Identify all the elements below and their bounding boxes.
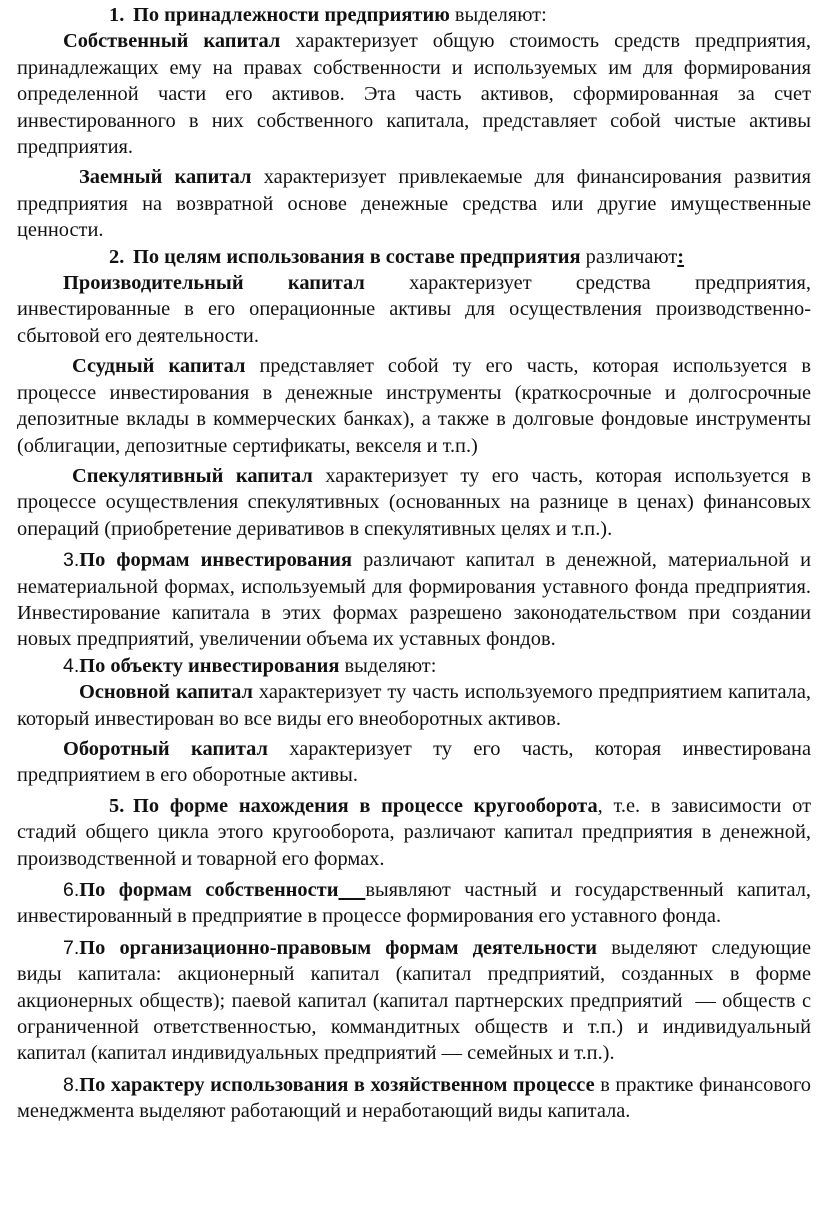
section-8-paragraph <box>17 1072 811 1125</box>
section-3-paragraph <box>17 547 811 653</box>
term-own-capital: Собственный капитал <box>63 30 281 53</box>
section-8-text: в практике финансового менеджмента выделяют работающий и неработающий виды капитала. <box>17 1073 811 1123</box>
section-1-heading <box>17 2 811 28</box>
section-2-paragraph-2-text: представляет собой ту его часть, которая используется в процессе инвестирования в денежные инструменты (краткосрочные и долгосрочные депозитные вклады в коммерческих банках), а также в долговые фондовые инструменты (облигации, депозитные сертификаты, векселя и т.п.) <box>17 355 811 457</box>
section-2-paragraph-3 <box>17 463 811 542</box>
term-speculative-capital: Спекулятивный капитал <box>72 464 313 487</box>
section-7-text: выделяют следующие виды капитала: акционерный капитал (капитал предприятий, созданных в форме акционерных обществ); паевой капитал (капитал партнерских предприятий — обществ с ограниченной ответственностью, коммандитных обществ и т.п.) и индивидуальный капитал (капитал индивидуальных предприятий — семейных и т.п.). <box>17 936 817 1065</box>
section-2-paragraph-3-text: характеризует ту его часть, которая используется в процессе осуществления спекулятивных (основанных на разнице в ценах) финансовых операций (приобретение деривативов в спекулятивных целях и т.п.). <box>17 464 811 540</box>
section-3-title: По формам инвестирования <box>79 549 353 572</box>
section-1-paragraph-1-text: характеризует общую стоимость средств предприятия, принадлежащих ему на правах собственности и используемых им для формирования определенной части его активов. Эта часть активов, сформированная за счет инвестированного в них собственного капитала, представляет собой чистые активы предприятия. <box>17 30 811 159</box>
section-6-number: 6. <box>63 879 80 901</box>
section-5-title: По форме нахождения в процессе кругооборота <box>133 794 598 817</box>
section-7-paragraph <box>17 935 817 1067</box>
section-4-number: 4. <box>63 654 80 677</box>
section-2-tail: различают <box>580 245 678 268</box>
section-4-heading <box>17 653 811 679</box>
section-6-underline <box>338 879 365 901</box>
section-8-number: 8. <box>63 1073 80 1096</box>
section-6-text: выявляют частный и государственный капитал, инвестированный в предприятие в процессе формирования его уставного фонда. <box>17 879 811 928</box>
section-6-title: По формам собственности <box>79 879 339 901</box>
section-1-number: 1. <box>109 4 125 26</box>
section-1-paragraph-1 <box>17 28 811 160</box>
section-2-paragraph-1 <box>17 270 811 349</box>
section-2-heading <box>17 244 811 270</box>
section-1-tail: выделяют: <box>449 4 547 26</box>
term-fixed-capital: Основной капитал <box>79 681 253 704</box>
section-4-title: По объекту инвестирования <box>79 654 340 677</box>
section-7-title: По организационно-правовым формам деятельности <box>79 936 598 959</box>
section-1-paragraph-2-text: характеризует привлекаемые для финансирования развития предприятия на возвратной основе денежные средства или другие имущественные ценности. <box>17 166 812 242</box>
section-2-colon: : <box>677 245 685 268</box>
section-7-number: 7. <box>63 936 80 959</box>
term-loan-capital: Ссудный капитал <box>72 355 246 378</box>
section-2-title: По целям использования в составе предприятия <box>133 245 581 268</box>
section-5-paragraph <box>17 793 811 872</box>
section-4-paragraph-1 <box>17 679 811 732</box>
section-3-number: 3. <box>63 549 80 572</box>
section-4-paragraph-1-text: характеризует ту часть используемого предприятием капитала, который инвестирован во все виды его внеоборотных активов. <box>17 681 811 730</box>
term-working-capital: Оборотный капитал <box>63 737 268 760</box>
section-2-paragraph-1-text: характеризует средства предприятия, инвестированные в его операционные активы для осуществления производственно-сбытовой его деятельности. <box>17 272 811 347</box>
term-productive-capital: Производительный капитал <box>63 272 365 295</box>
section-3-text: различают капитал в денежной, материальной и нематериальной формах, используемый для формирования уставного фонда предприятия. Инвестирование капитала в этих формах разрешено законодательством при создании новых предприятий, увеличении объема их уставных фондов. <box>17 549 812 651</box>
section-4-paragraph-2-text: характеризует ту его часть, которая инвестирована предприятием в его оборотные активы. <box>17 737 811 787</box>
section-4-tail: выделяют: <box>339 654 437 677</box>
section-1-title: По принадлежности предприятию <box>133 4 450 26</box>
section-1-paragraph-2 <box>17 164 811 243</box>
section-6-paragraph <box>17 877 811 930</box>
section-5-number: 5. <box>109 794 125 817</box>
section-8-title: По характеру использования в хозяйственном процессе <box>79 1073 595 1096</box>
term-borrowed-capital: Заемный капитал <box>79 166 252 189</box>
section-2-paragraph-2 <box>17 353 811 459</box>
section-2-number: 2. <box>109 245 125 268</box>
section-5-text: , т.е. в зависимости от стадий общего цикла этого кругооборота, различают капитал предприятия в денежной, производственной и товарной его формах. <box>17 794 812 870</box>
section-4-paragraph-2 <box>17 736 811 789</box>
